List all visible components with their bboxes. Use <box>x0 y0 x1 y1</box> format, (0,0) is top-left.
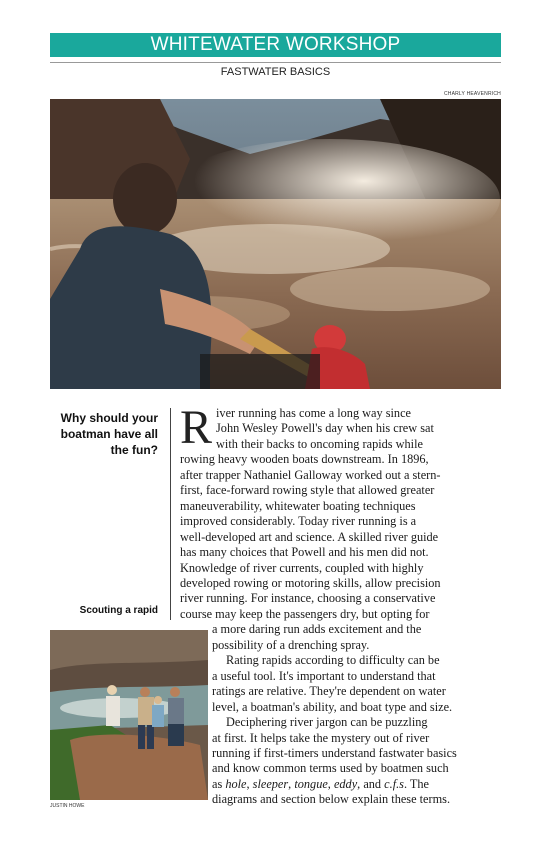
text-line: and know common terms used by boatmen such <box>212 761 449 776</box>
scouting-photo-credit: JUSTIN HOWE <box>50 803 85 809</box>
text-line: river running. For instance, choosing a conservative <box>180 591 436 606</box>
text-line: developed rowing or motoring skills, allow precision <box>180 575 441 590</box>
hero-photo-credit: CHARLY HEAVENRICH <box>443 91 501 97</box>
text-line: Rating rapids according to difficulty can be <box>226 653 440 668</box>
text-line: possibility of a drenching spray. <box>212 637 370 652</box>
text-run: , <box>246 776 253 791</box>
term-sleeper: sleeper <box>252 776 289 791</box>
header-rule <box>50 62 501 63</box>
paragraph-3 <box>180 715 485 808</box>
text-line: improved considerably. Today river running is a <box>180 514 417 529</box>
photo-caption: Scouting a rapid <box>79 605 158 616</box>
section-banner: WHITEWATER WORKSHOP <box>50 33 501 57</box>
column-divider <box>170 408 171 620</box>
text-run: as <box>212 776 226 791</box>
text-line: John Wesley Powell's day when his crew sat <box>216 421 434 436</box>
text-run: , <box>288 776 295 791</box>
text-line: has many choices that Powell and his men did not. <box>180 545 429 560</box>
term-hole: hole <box>225 776 247 791</box>
section-subtitle: FASTWATER BASICS <box>220 66 331 78</box>
text-line: course may keep the passengers dry, but opting for <box>180 606 430 621</box>
text-line: rowing heavy wooden boats downstream. In 1896, <box>180 452 429 467</box>
text-line <box>180 777 485 792</box>
text-line: level, a boatman's ability, and boat type and size. <box>212 699 453 714</box>
text-line: diagrams and section below explain these terms. <box>212 792 451 807</box>
paragraph-1 <box>180 401 485 653</box>
text-line: Knowledge of river currents, coupled with highly <box>180 560 424 575</box>
paragraph-2 <box>180 653 485 715</box>
text-line: first, face-forward rowing style that allowed greater <box>180 483 435 498</box>
hero-photo-illustration <box>50 99 501 389</box>
article-body <box>180 401 485 808</box>
text-run: , and <box>357 776 385 791</box>
text-line: a useful tool. It's important to understand that <box>212 668 436 683</box>
text-line: a more daring run adds excitement and the <box>212 622 422 637</box>
pull-quote: Why should your boatman have all the fun? <box>60 411 158 457</box>
drop-cap: R <box>180 401 213 454</box>
text-line: maneuverability, whitewater boating techniques <box>180 498 416 513</box>
term-cfs: c.f.s <box>384 776 404 791</box>
text-line: ratings are relative. They're dependent on water <box>212 684 446 699</box>
text-line: at first. It helps take the mystery out of river <box>212 730 430 745</box>
text-line: running if first-timers understand fastwater basics <box>212 745 457 760</box>
term-eddy: eddy <box>333 776 358 791</box>
text-run: , <box>327 776 334 791</box>
term-tongue: tongue <box>294 776 328 791</box>
text-line: iver running has come a long way since <box>216 406 412 420</box>
text-run: . The <box>403 776 430 791</box>
text-line: well-developed art and science. A skilled river guide <box>180 529 439 544</box>
text-line: with their backs to oncoming rapids while <box>216 436 423 451</box>
text-line: after trapper Nathaniel Galloway worked out a stern- <box>180 467 441 482</box>
hero-photo-rafting <box>50 99 501 389</box>
text-line: Deciphering river jargon can be puzzling <box>226 715 428 730</box>
